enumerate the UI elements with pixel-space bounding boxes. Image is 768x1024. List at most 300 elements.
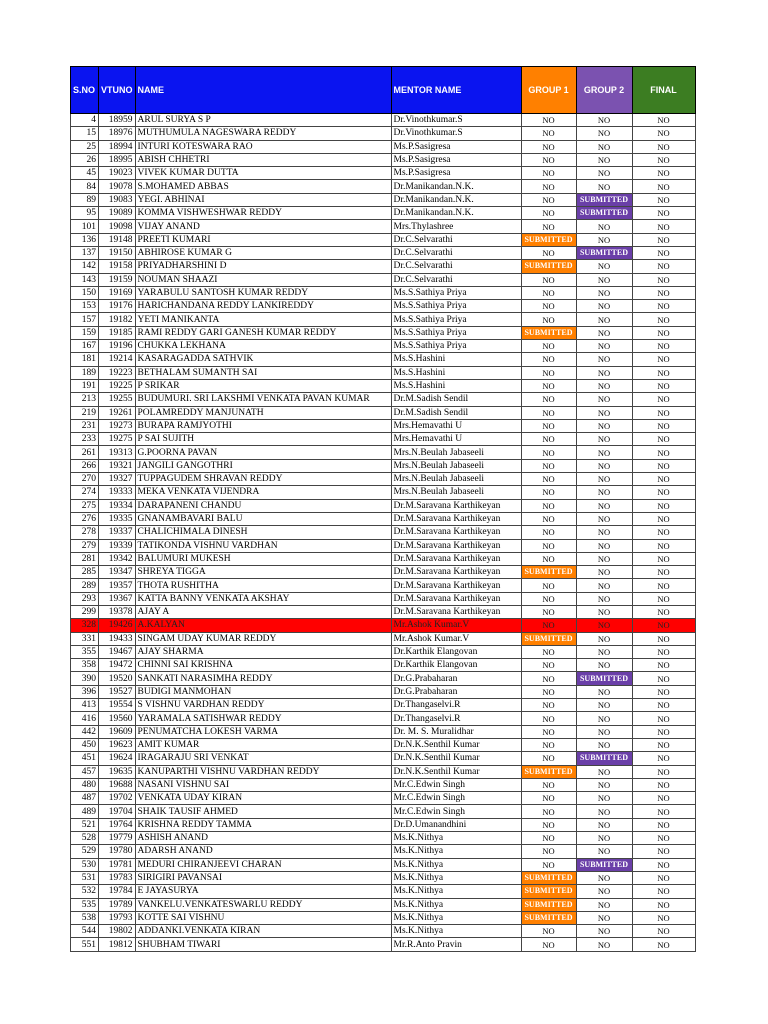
table-row — [71, 473, 696, 486]
cell-sno: 143 — [71, 273, 99, 286]
cell-sno: 25 — [71, 140, 99, 153]
cell-vtuno: 19321 — [99, 459, 136, 472]
table-row — [71, 579, 696, 592]
cell-name: A.KALYAN — [135, 619, 391, 632]
cell-group1: NO — [521, 167, 576, 180]
cell-name: SIRIGIRI PAVANSAI — [135, 871, 391, 884]
cell-group1: NO — [521, 672, 576, 685]
cell-final: NO — [632, 832, 695, 845]
cell-final: NO — [632, 459, 695, 472]
cell-final: NO — [632, 592, 695, 605]
cell-group2: NO — [576, 871, 632, 884]
cell-mentor: Ms.S.Sathiya Priya — [391, 286, 521, 299]
cell-sno: 233 — [71, 433, 99, 446]
cell-mentor: Dr.M.Saravana Karthikeyan — [391, 552, 521, 565]
cell-mentor: Mrs.N.Beulah Jabaseeli — [391, 486, 521, 499]
cell-group2: NO — [576, 778, 632, 791]
cell-group2: NO — [576, 898, 632, 911]
cell-group1: SUBMITTED — [521, 898, 576, 911]
cell-mentor: Dr.C.Selvarathi — [391, 260, 521, 273]
cell-mentor: Mrs.Hemavathi U — [391, 433, 521, 446]
cell-vtuno: 19704 — [99, 805, 136, 818]
cell-group1: NO — [521, 153, 576, 166]
cell-name: CHUKKA LEKHANA — [135, 340, 391, 353]
cell-name: AJAY A — [135, 605, 391, 618]
cell-mentor: Dr.M.Saravana Karthikeyan — [391, 592, 521, 605]
cell-group1: NO — [521, 114, 576, 127]
table-row — [71, 566, 696, 579]
cell-mentor: Mrs.Hemavathi U — [391, 419, 521, 432]
cell-group1: NO — [521, 645, 576, 658]
cell-group1: SUBMITTED — [521, 566, 576, 579]
cell-final: NO — [632, 193, 695, 206]
cell-final: NO — [632, 632, 695, 645]
cell-mentor: Mr.C.Edwin Singh — [391, 778, 521, 791]
cell-mentor: Ms.S.Hashini — [391, 353, 521, 366]
cell-name: E JAYASURYA — [135, 885, 391, 898]
cell-group1: NO — [521, 313, 576, 326]
cell-final: NO — [632, 605, 695, 618]
cell-final: NO — [632, 353, 695, 366]
cell-group1: SUBMITTED — [521, 632, 576, 645]
cell-vtuno: 19347 — [99, 566, 136, 579]
cell-vtuno: 19764 — [99, 818, 136, 831]
cell-group2: NO — [576, 114, 632, 127]
cell-sno: 157 — [71, 313, 99, 326]
cell-final: NO — [632, 446, 695, 459]
cell-group2: SUBMITTED — [576, 193, 632, 206]
cell-name: TATIKONDA VISHNU VARDHAN — [135, 539, 391, 552]
cell-group1: NO — [521, 619, 576, 632]
cell-mentor: Ms.S.Sathiya Priya — [391, 326, 521, 339]
cell-group1: SUBMITTED — [521, 885, 576, 898]
table-row — [71, 805, 696, 818]
cell-sno: 274 — [71, 486, 99, 499]
cell-vtuno: 19225 — [99, 379, 136, 392]
table-row — [71, 300, 696, 313]
cell-mentor: Ms.S.Hashini — [391, 366, 521, 379]
cell-sno: 84 — [71, 180, 99, 193]
cell-name: NOUMAN SHAAZI — [135, 273, 391, 286]
cell-vtuno: 19148 — [99, 233, 136, 246]
cell-sno: 150 — [71, 286, 99, 299]
cell-mentor: Dr.M.Saravana Karthikeyan — [391, 605, 521, 618]
col-header-sno: S.NO — [71, 67, 99, 114]
cell-sno: 279 — [71, 539, 99, 552]
cell-group1: NO — [521, 738, 576, 751]
table-row — [71, 499, 696, 512]
cell-group2: NO — [576, 539, 632, 552]
cell-mentor: Dr.N.K.Senthil Kumar — [391, 765, 521, 778]
cell-group1: NO — [521, 379, 576, 392]
cell-group1: NO — [521, 752, 576, 765]
cell-name: POLAMREDDY MANJUNATH — [135, 406, 391, 419]
cell-final: NO — [632, 845, 695, 858]
cell-sno: 390 — [71, 672, 99, 685]
cell-vtuno: 19609 — [99, 725, 136, 738]
cell-sno: 358 — [71, 659, 99, 672]
table-row — [71, 366, 696, 379]
table-row — [71, 233, 696, 246]
cell-group1: NO — [521, 539, 576, 552]
cell-group2: NO — [576, 699, 632, 712]
cell-final: NO — [632, 858, 695, 871]
cell-sno: 189 — [71, 366, 99, 379]
cell-name: YARAMALA SATISHWAR REDDY — [135, 712, 391, 725]
cell-group1: NO — [521, 699, 576, 712]
cell-mentor: Dr.Manikandan.N.K. — [391, 207, 521, 220]
cell-sno: 153 — [71, 300, 99, 313]
cell-sno: 281 — [71, 552, 99, 565]
cell-group1: NO — [521, 273, 576, 286]
cell-group2: NO — [576, 406, 632, 419]
cell-sno: 270 — [71, 473, 99, 486]
cell-group2: NO — [576, 180, 632, 193]
cell-name: S.MOHAMED ABBAS — [135, 180, 391, 193]
cell-group1: NO — [521, 659, 576, 672]
table-row — [71, 632, 696, 645]
cell-name: BETHALAM SUMANTH SAI — [135, 366, 391, 379]
cell-sno: 89 — [71, 193, 99, 206]
cell-group1: NO — [521, 925, 576, 938]
cell-final: NO — [632, 712, 695, 725]
cell-group2: NO — [576, 379, 632, 392]
cell-group1: NO — [521, 499, 576, 512]
cell-mentor: Dr.Manikandan.N.K. — [391, 193, 521, 206]
cell-group2: NO — [576, 419, 632, 432]
cell-group1: NO — [521, 353, 576, 366]
cell-name: YETI MANIKANTA — [135, 313, 391, 326]
cell-final: NO — [632, 366, 695, 379]
cell-vtuno: 19527 — [99, 685, 136, 698]
cell-group1: NO — [521, 938, 576, 951]
cell-group2: NO — [576, 340, 632, 353]
cell-name: CHINNI SAI KRISHNA — [135, 659, 391, 672]
cell-mentor: Ms.K.Nithya — [391, 845, 521, 858]
table-row — [71, 379, 696, 392]
cell-mentor: Mrs.N.Beulah Jabaseeli — [391, 459, 521, 472]
table-row — [71, 619, 696, 632]
cell-group2: NO — [576, 366, 632, 379]
cell-sno: 159 — [71, 326, 99, 339]
cell-mentor: Ms.P.Sasigresa — [391, 153, 521, 166]
cell-name: RAMI REDDY GARI GANESH KUMAR REDDY — [135, 326, 391, 339]
table-row — [71, 752, 696, 765]
table-row — [71, 180, 696, 193]
table-header — [71, 67, 696, 114]
cell-sno: 95 — [71, 207, 99, 220]
cell-sno: 551 — [71, 938, 99, 951]
cell-group2: NO — [576, 619, 632, 632]
cell-final: NO — [632, 207, 695, 220]
cell-mentor: Dr.Karthik Elangovan — [391, 645, 521, 658]
cell-vtuno: 19781 — [99, 858, 136, 871]
cell-name: ASHISH ANAND — [135, 832, 391, 845]
table-row — [71, 512, 696, 525]
cell-sno: 45 — [71, 167, 99, 180]
col-header-group1: GROUP 1 — [521, 67, 576, 114]
table-row — [71, 938, 696, 951]
cell-mentor: Mrs.N.Beulah Jabaseeli — [391, 473, 521, 486]
cell-mentor: Ms.S.Sathiya Priya — [391, 340, 521, 353]
table-row — [71, 153, 696, 166]
cell-vtuno: 19802 — [99, 925, 136, 938]
cell-vtuno: 19333 — [99, 486, 136, 499]
student-status-table — [70, 66, 696, 952]
cell-name: JANGILI GANGOTHRI — [135, 459, 391, 472]
cell-group1: SUBMITTED — [521, 233, 576, 246]
cell-name: BALUMURI MUKESH — [135, 552, 391, 565]
cell-name: VIVEK KUMAR DUTTA — [135, 167, 391, 180]
cell-name: KASARAGADDA SATHVIK — [135, 353, 391, 366]
cell-group2: NO — [576, 938, 632, 951]
cell-vtuno: 19150 — [99, 246, 136, 259]
cell-final: NO — [632, 473, 695, 486]
cell-group1: SUBMITTED — [521, 260, 576, 273]
cell-name: YARABULU SANTOSH KUMAR REDDY — [135, 286, 391, 299]
cell-sno: 531 — [71, 871, 99, 884]
cell-sno: 219 — [71, 406, 99, 419]
cell-final: NO — [632, 659, 695, 672]
cell-final: NO — [632, 406, 695, 419]
cell-group2: NO — [576, 233, 632, 246]
table-row — [71, 858, 696, 871]
cell-group1: NO — [521, 605, 576, 618]
cell-group2: NO — [576, 167, 632, 180]
cell-group2: NO — [576, 792, 632, 805]
cell-sno: 278 — [71, 526, 99, 539]
cell-group1: NO — [521, 526, 576, 539]
cell-vtuno: 18976 — [99, 127, 136, 140]
cell-name: AJAY SHARMA — [135, 645, 391, 658]
cell-vtuno: 19702 — [99, 792, 136, 805]
cell-group2: NO — [576, 300, 632, 313]
cell-sno: 231 — [71, 419, 99, 432]
cell-sno: 521 — [71, 818, 99, 831]
cell-group2: NO — [576, 805, 632, 818]
cell-name: IRAGARAJU SRI VENKAT — [135, 752, 391, 765]
cell-mentor: Dr. M. S. Muralidhar — [391, 725, 521, 738]
cell-sno: 487 — [71, 792, 99, 805]
cell-group2: NO — [576, 486, 632, 499]
cell-group2: SUBMITTED — [576, 858, 632, 871]
cell-vtuno: 19196 — [99, 340, 136, 353]
cell-group2: NO — [576, 632, 632, 645]
cell-final: NO — [632, 286, 695, 299]
table-row — [71, 925, 696, 938]
cell-mentor: Dr.M.Saravana Karthikeyan — [391, 566, 521, 579]
cell-mentor: Ms.K.Nithya — [391, 885, 521, 898]
table-row — [71, 326, 696, 339]
cell-vtuno: 19089 — [99, 207, 136, 220]
cell-mentor: Ms.K.Nithya — [391, 858, 521, 871]
cell-mentor: Ms.S.Sathiya Priya — [391, 313, 521, 326]
cell-final: NO — [632, 911, 695, 924]
cell-sno: 213 — [71, 393, 99, 406]
cell-mentor: Mrs.N.Beulah Jabaseeli — [391, 446, 521, 459]
cell-group1: NO — [521, 512, 576, 525]
cell-mentor: Mrs.Thylashree — [391, 220, 521, 233]
col-header-mentor: MENTOR NAME — [391, 67, 521, 114]
cell-vtuno: 19783 — [99, 871, 136, 884]
cell-sno: 266 — [71, 459, 99, 472]
cell-name: DARAPANENI CHANDU — [135, 499, 391, 512]
cell-vtuno: 19779 — [99, 832, 136, 845]
cell-group2: NO — [576, 512, 632, 525]
cell-group2: SUBMITTED — [576, 207, 632, 220]
cell-mentor: Ms.K.Nithya — [391, 898, 521, 911]
cell-vtuno: 19812 — [99, 938, 136, 951]
cell-mentor: Dr.Karthik Elangovan — [391, 659, 521, 672]
table-row — [71, 446, 696, 459]
cell-group1: NO — [521, 778, 576, 791]
cell-group2: NO — [576, 725, 632, 738]
table-row — [71, 127, 696, 140]
cell-final: NO — [632, 300, 695, 313]
cell-name: P SAI SUJITH — [135, 433, 391, 446]
table-row — [71, 539, 696, 552]
cell-group1: NO — [521, 832, 576, 845]
cell-name: ARUL SURYA S P — [135, 114, 391, 127]
table-row — [71, 871, 696, 884]
cell-vtuno: 19334 — [99, 499, 136, 512]
cell-sno: 261 — [71, 446, 99, 459]
cell-vtuno: 19560 — [99, 712, 136, 725]
cell-group1: SUBMITTED — [521, 765, 576, 778]
cell-vtuno: 19337 — [99, 526, 136, 539]
cell-final: NO — [632, 792, 695, 805]
cell-sno: 544 — [71, 925, 99, 938]
cell-final: NO — [632, 326, 695, 339]
cell-final: NO — [632, 619, 695, 632]
cell-sno: 457 — [71, 765, 99, 778]
cell-vtuno: 18994 — [99, 140, 136, 153]
col-header-name: NAME — [135, 67, 391, 114]
cell-name: ABISH CHHETRI — [135, 153, 391, 166]
table-row — [71, 645, 696, 658]
cell-mentor: Dr.M.Sadish Sendil — [391, 406, 521, 419]
cell-group2: NO — [576, 446, 632, 459]
cell-sno: 355 — [71, 645, 99, 658]
cell-sno: 275 — [71, 499, 99, 512]
cell-mentor: Dr.Vinothkumar.S — [391, 114, 521, 127]
cell-mentor: Dr.M.Saravana Karthikeyan — [391, 526, 521, 539]
cell-group1: NO — [521, 300, 576, 313]
cell-group2: NO — [576, 459, 632, 472]
cell-group2: SUBMITTED — [576, 752, 632, 765]
cell-group2: NO — [576, 685, 632, 698]
cell-mentor: Ms.S.Hashini — [391, 379, 521, 392]
cell-vtuno: 19624 — [99, 752, 136, 765]
cell-sno: 489 — [71, 805, 99, 818]
cell-group1: NO — [521, 406, 576, 419]
cell-group2: NO — [576, 473, 632, 486]
cell-name: AMIT KUMAR — [135, 738, 391, 751]
cell-final: NO — [632, 725, 695, 738]
cell-name: BUDUMURI. SRI LAKSHMI VENKATA PAVAN KUMAR — [135, 393, 391, 406]
table-row — [71, 712, 696, 725]
cell-group2: NO — [576, 818, 632, 831]
cell-mentor: Ms.K.Nithya — [391, 911, 521, 924]
cell-final: NO — [632, 526, 695, 539]
cell-mentor: Mr.C.Edwin Singh — [391, 805, 521, 818]
cell-vtuno: 19335 — [99, 512, 136, 525]
table-row — [71, 393, 696, 406]
table-row — [71, 818, 696, 831]
cell-sno: 450 — [71, 738, 99, 751]
cell-final: NO — [632, 579, 695, 592]
cell-sno: 442 — [71, 725, 99, 738]
cell-mentor: Ms.K.Nithya — [391, 871, 521, 884]
cell-group2: NO — [576, 566, 632, 579]
cell-sno: 416 — [71, 712, 99, 725]
col-header-vtuno: VTUNO — [99, 67, 136, 114]
cell-group1: NO — [521, 246, 576, 259]
cell-group2: NO — [576, 153, 632, 166]
cell-group2: NO — [576, 313, 632, 326]
cell-final: NO — [632, 738, 695, 751]
cell-vtuno: 19623 — [99, 738, 136, 751]
cell-final: NO — [632, 925, 695, 938]
cell-vtuno: 18995 — [99, 153, 136, 166]
cell-final: NO — [632, 898, 695, 911]
cell-group1: NO — [521, 193, 576, 206]
cell-name: KRISHNA REDDY TAMMA — [135, 818, 391, 831]
cell-final: NO — [632, 938, 695, 951]
cell-vtuno: 19520 — [99, 672, 136, 685]
cell-vtuno: 19780 — [99, 845, 136, 858]
cell-vtuno: 19255 — [99, 393, 136, 406]
cell-mentor: Dr.M.Saravana Karthikeyan — [391, 539, 521, 552]
cell-sno: 328 — [71, 619, 99, 632]
cell-group2: NO — [576, 738, 632, 751]
cell-group2: NO — [576, 885, 632, 898]
cell-group1: NO — [521, 393, 576, 406]
cell-vtuno: 19313 — [99, 446, 136, 459]
table-row — [71, 832, 696, 845]
cell-vtuno: 18959 — [99, 114, 136, 127]
cell-mentor: Dr.G.Prabaharan — [391, 685, 521, 698]
table-row — [71, 526, 696, 539]
cell-vtuno: 19688 — [99, 778, 136, 791]
cell-group2: NO — [576, 220, 632, 233]
cell-final: NO — [632, 379, 695, 392]
cell-final: NO — [632, 885, 695, 898]
cell-group2: NO — [576, 286, 632, 299]
cell-group2: SUBMITTED — [576, 246, 632, 259]
cell-final: NO — [632, 685, 695, 698]
cell-group2: NO — [576, 712, 632, 725]
cell-final: NO — [632, 566, 695, 579]
cell-vtuno: 19273 — [99, 419, 136, 432]
table-row — [71, 433, 696, 446]
cell-mentor: Dr.Thangaselvi.R — [391, 712, 521, 725]
cell-final: NO — [632, 220, 695, 233]
cell-group1: NO — [521, 419, 576, 432]
cell-vtuno: 19784 — [99, 885, 136, 898]
cell-vtuno: 19426 — [99, 619, 136, 632]
cell-group1: NO — [521, 805, 576, 818]
cell-final: NO — [632, 313, 695, 326]
table-row — [71, 765, 696, 778]
cell-name: KATTA BANNY VENKATA AKSHAY — [135, 592, 391, 605]
table-body — [71, 114, 696, 952]
cell-vtuno: 19261 — [99, 406, 136, 419]
cell-sno: 529 — [71, 845, 99, 858]
cell-name: G.POORNA PAVAN — [135, 446, 391, 459]
cell-final: NO — [632, 260, 695, 273]
cell-group2: NO — [576, 433, 632, 446]
